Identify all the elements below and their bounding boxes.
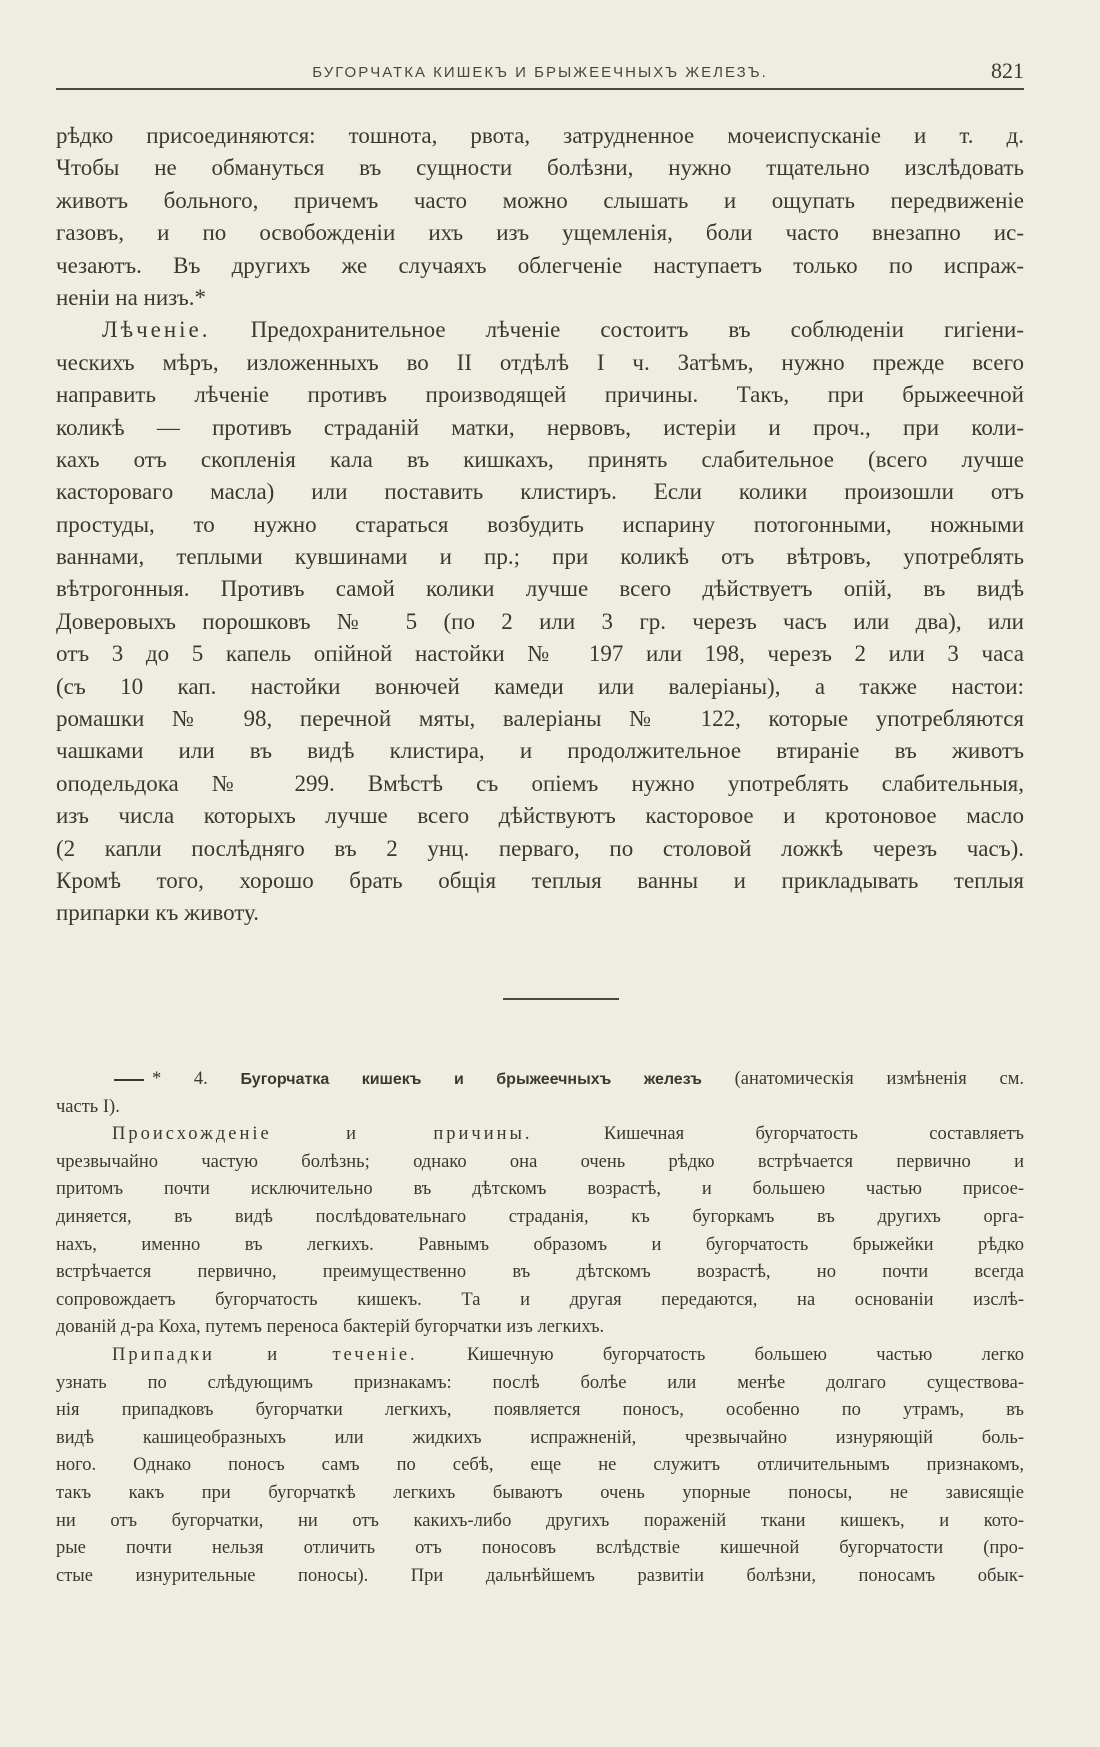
- text-line: газовъ, и по освобожденіи ихъ изъ ущемленія, боли часто внезапно ис-: [56, 220, 1024, 246]
- text-line: Чтобы не обмануться въ сущности болѣзни, нужно тщательно изслѣдовать: [56, 155, 1024, 181]
- origin-heading: Происхожденіе и причины.: [112, 1124, 533, 1145]
- text-line: (съ 10 кап. настойки вонючей камеди или валеріаны), а также настои:: [56, 673, 1024, 699]
- footnote-title: Бугорчатка кишекъ и брыжеечныхъ железъ: [240, 1071, 702, 1088]
- text-line: касторовагo масла) или поставить клистиръ. Если колики произошли отъ: [56, 479, 1024, 505]
- running-header: [56, 58, 1024, 90]
- text-line: стые изнурительные поносы). При дальнѣйшемъ развитіи болѣзни, поносамъ обык-: [56, 1565, 1024, 1586]
- text-line: Кромѣ того, хорошо брать общія теплыя ванны и прикладывать теплыя: [56, 867, 1024, 893]
- text-line: вѣтрогонныя. Противъ самой колики лучше всего дѣйствуетъ опій, въ видѣ: [56, 576, 1024, 602]
- text-line: ваннами, теплыми кувшинами и пр.; при коликѣ отъ вѣтровъ, употреблять: [56, 544, 1024, 570]
- footnote: [56, 1066, 1024, 1590]
- text-line: кахъ отъ скопленія кала въ кишкахъ, принять слабительное (всего лучше: [56, 446, 1024, 472]
- text-line: (2 капли послѣдняго въ 2 унц. перваго, по столовой ложкѣ черезъ часъ).: [56, 835, 1024, 861]
- text-line: ного. Однако поносъ самъ по себѣ, еще не служитъ отличительнымъ признакомъ,: [56, 1455, 1024, 1476]
- text-line: ромашки № 98, перечной мяты, валеріаны № 122, которые употребляются: [56, 706, 1024, 732]
- origin-first-line: Кишечная бугорчатость составляетъ: [603, 1124, 1024, 1145]
- footnote-title-line: [56, 1066, 1024, 1094]
- text-line: простуды, то нужно стараться возбудить испарину потогонными, ножными: [56, 511, 1024, 537]
- text-line: узнать по слѣдующимъ признакамъ: послѣ болѣе или менѣе долгаго существова-: [56, 1372, 1024, 1393]
- text-line: направить лѣченіе противъ производящей причины. Такъ, при брыжеечной: [56, 382, 1024, 408]
- text-line: видѣ кашицеобразныхъ или жидкихъ испражненій, чрезвычайно изнуряющій боль-: [56, 1427, 1024, 1448]
- main-text: [56, 120, 1024, 930]
- origin-paragraph-start: [56, 1121, 1024, 1149]
- symptoms-paragraph-start: [56, 1342, 1024, 1370]
- text-line: чашками или въ видѣ клистира, и продолжительное втираніе въ животъ: [56, 738, 1024, 764]
- text-line: часть I).: [56, 1096, 120, 1117]
- text-line: сопровождаетъ бугорчатость кишекъ. Та и другая передаются, на основаніи изслѣ-: [56, 1289, 1024, 1310]
- dash-rule: [114, 1079, 144, 1081]
- text-line: нахъ, именно въ легкихъ. Равнымъ образомъ и бугорчатость брыжейки рѣдко: [56, 1234, 1024, 1255]
- text-line: встрѣчается первично, преимущественно въ дѣтскомъ возрастѣ, но почти всегда: [56, 1262, 1024, 1283]
- text-line: рѣдко присоединяются: тошнота, рвота, затрудненное мочеиспусканіе и т. д.: [56, 123, 1024, 148]
- text-line: животъ больного, причемъ часто можно слышать и ощупать передвиженіе: [56, 187, 1024, 213]
- lechenie-paragraph-start: [56, 314, 1024, 346]
- text-line: коликѣ — противъ страданій матки, нервовъ, истеріи и проч., при коли-: [56, 414, 1024, 440]
- lechenie-first-line: Предохранительное лѣченіе состоитъ въ соблюденіи гигіени-: [250, 317, 1024, 343]
- footnote-title-rest: (анатомическія измѣненія см.: [701, 1069, 1024, 1089]
- text-line: ческихъ мѣръ, изложенныхъ во II отдѣлѣ I ч. Затѣмъ, нужно прежде всего: [56, 349, 1024, 375]
- text-line: рые почти нельзя отличить отъ поносовъ вслѣдствіе кишечной бугорчатости (про-: [56, 1538, 1024, 1559]
- text-line: отъ 3 до 5 капель опійной настойки № 197 или 198, черезъ 2 или 3 часа: [56, 641, 1024, 667]
- text-line: неніи на низъ.*: [56, 284, 206, 310]
- page-number: 821: [991, 58, 1024, 83]
- text-line: припарки къ животу.: [56, 900, 259, 926]
- text-line: оподельдока № 299. Вмѣстѣ съ опіемъ нужно употреблять слабительныя,: [56, 770, 1024, 796]
- symptoms-heading: Припадки и теченіе.: [112, 1344, 418, 1365]
- text-line: Доверовыхъ порошковъ № 5 (по 2 или 3 гр. черезъ часъ или два), или: [56, 608, 1024, 634]
- text-line: нія припадковъ бугорчатки легкихъ, появляется поносъ, особенно по утрамъ, въ: [56, 1400, 1024, 1421]
- text-line: чрезвычайно частую болѣзнь; однако она очень рѣдко встрѣчается первично и: [56, 1151, 1024, 1172]
- text-line: диняется, въ видѣ послѣдовательнаго страданія, къ бугоркамъ въ другихъ орга-: [56, 1206, 1024, 1227]
- text-line: дованій д-ра Коха, путемъ переноса бактерій бугорчатки изъ легкихъ.: [56, 1317, 605, 1338]
- running-title: БУГОРЧАТКА КИШЕКЪ И БРЫЖЕЕЧНЫХЪ ЖЕЛЕЗЪ.: [312, 64, 768, 81]
- footnote-marker: * 4.: [152, 1069, 208, 1089]
- symptoms-first-line: Кишечную бугорчатость большею частью легко: [467, 1344, 1024, 1365]
- lechenie-heading: Лѣченіе.: [102, 317, 211, 343]
- section-divider: [503, 998, 619, 1000]
- text-line: изъ числа которыхъ лучше всего дѣйствуютъ касторовое и кротоновое масло: [56, 803, 1024, 829]
- text-line: чезаютъ. Въ другихъ же случаяхъ облегченіе наступаетъ только по испраж-: [56, 252, 1024, 278]
- text-line: такъ какъ при бугорчаткѣ легкихъ бываютъ очень упорные поносы, не зависящіе: [56, 1482, 1024, 1503]
- text-line: ни отъ бугорчатки, ни отъ какихъ-либо другихъ пораженій ткани кишекъ, и кото-: [56, 1510, 1024, 1531]
- text-line: притомъ почти исключительно въ дѣтскомъ возрастѣ, и большею частью присое-: [56, 1179, 1024, 1200]
